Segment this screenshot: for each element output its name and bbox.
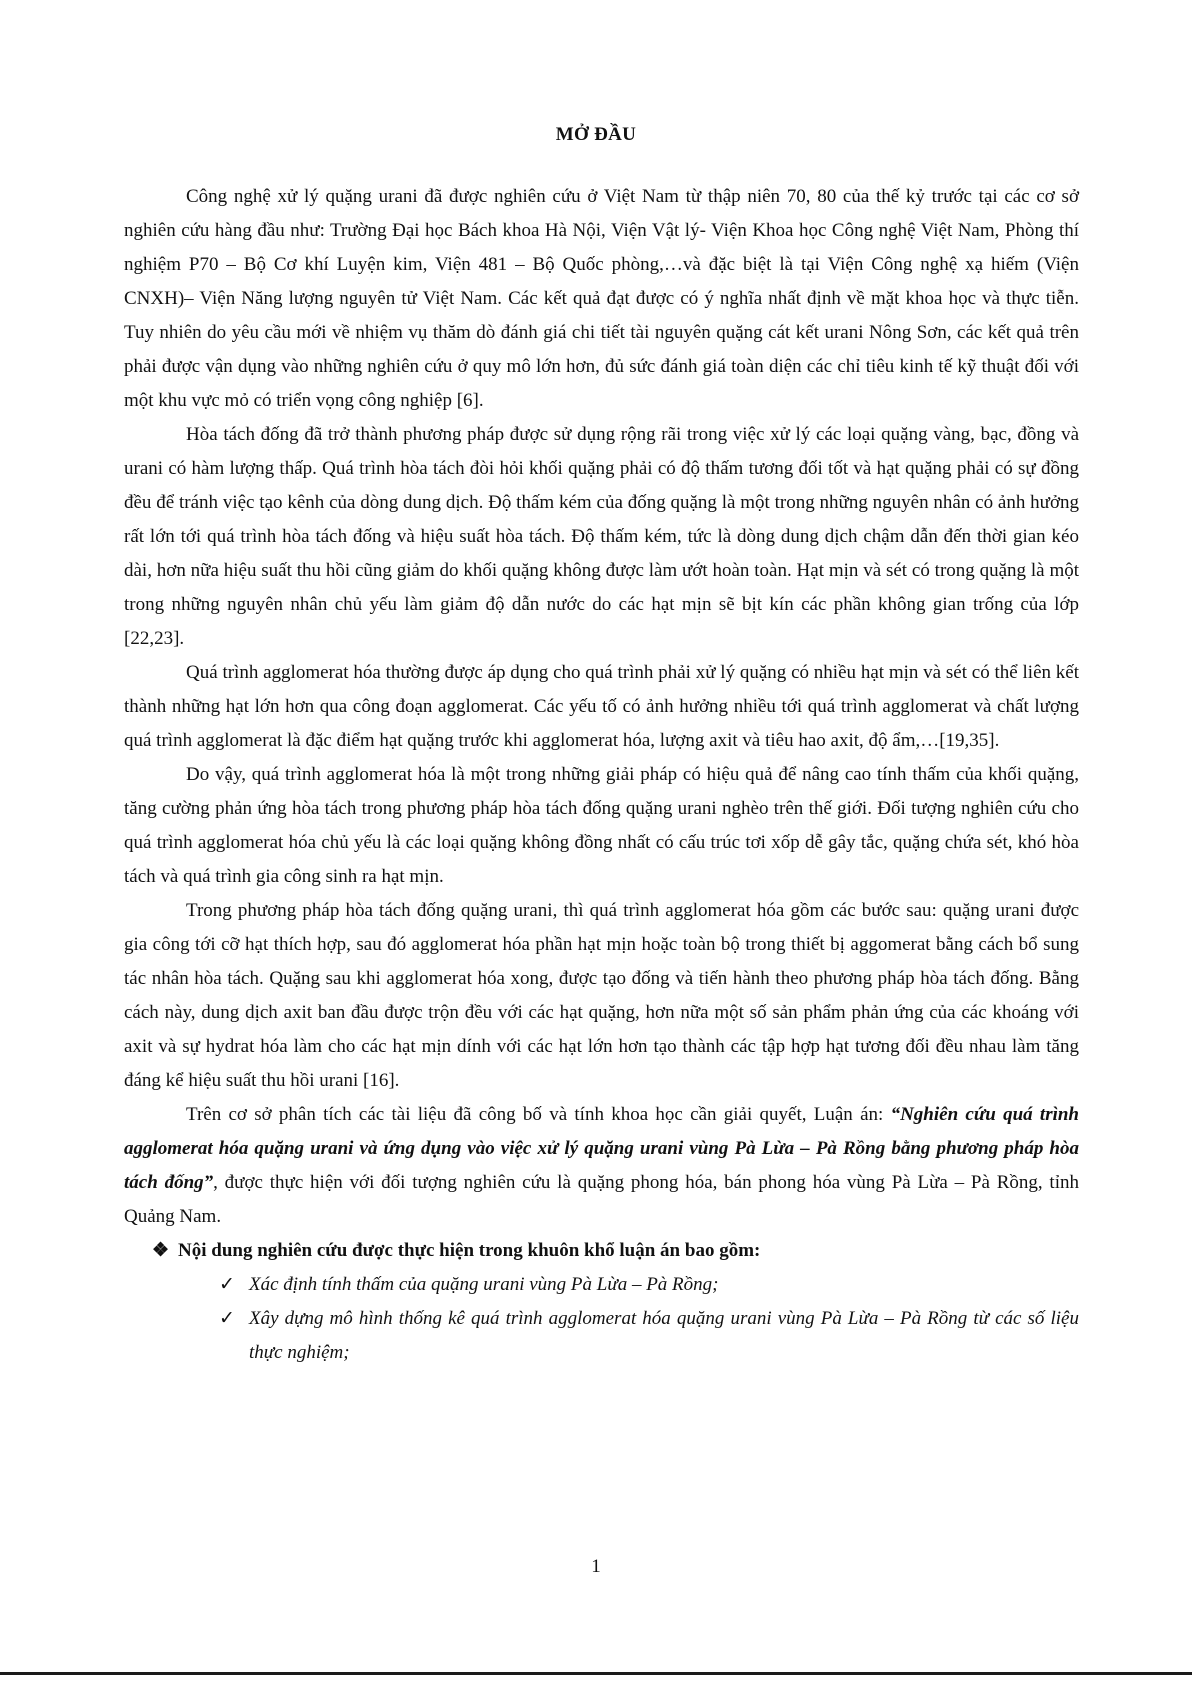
list-item-text: Xây dựng mô hình thống kê quá trình agglomerat hóa quặng urani vùng Pà Lừa – Pà Rồng từ các số liệu thực nghiệm; bbox=[249, 1308, 1079, 1363]
diamond-bullet-icon: ❖ bbox=[152, 1240, 170, 1261]
content-heading-text: Nội dung nghiên cứu được thực hiện trong khuôn khổ luận án bao gồm: bbox=[178, 1240, 761, 1261]
document-body bbox=[124, 180, 1079, 1370]
thesis-title: “Nghiên cứu quá trình agglomerat hóa quặng urani và ứng dụng vào việc xử lý quặng urani vùng Pà Lừa – Pà Rồng bằng phương pháp hòa tách đống” bbox=[124, 1104, 1079, 1193]
check-icon: ✓ bbox=[219, 1308, 235, 1329]
list-item bbox=[219, 1268, 1079, 1302]
paragraph-1: Công nghệ xử lý quặng urani đã được nghiên cứu ở Việt Nam từ thập niên 70, 80 của thế kỷ trước tại các cơ sở nghiên cứu hàng đầu như: Trường Đại học Bách khoa Hà Nội, Viện Vật lý- Viện Khoa học Công nghệ Việt Nam, Phòng thí nghiệm P70 – Bộ Cơ khí Luyện kim, Viện 481 – Bộ Quốc phòng,…và đặc biệt là tại Viện Công nghệ xạ hiếm (Viện CNXH)– Viện Năng lượng nguyên tử Việt Nam. Các kết quả đạt được có ý nghĩa nhất định về mặt khoa học và thực tiễn. Tuy nhiên do yêu cầu mới về nhiệm vụ thăm dò đánh giá chi tiết tài nguyên quặng cát kết urani Nông Sơn, các kết quả trên phải được vận dụng vào những nghiên cứu ở quy mô lớn hơn, đủ sức đánh giá toàn diện các chỉ tiêu kinh tế kỹ thuật đối với một khu vực mỏ có triển vọng công nghiệp [6]. bbox=[124, 186, 1079, 411]
check-icon: ✓ bbox=[219, 1274, 235, 1295]
content-list bbox=[124, 1268, 1079, 1370]
list-item bbox=[219, 1302, 1079, 1370]
thesis-prefix: Trên cơ sở phân tích các tài liệu đã công bố và tính khoa học cần giải quyết, Luận án: bbox=[186, 1104, 891, 1125]
page-number: 1 bbox=[591, 1556, 601, 1577]
content-heading bbox=[124, 1234, 1079, 1268]
paragraph-4: Do vậy, quá trình agglomerat hóa là một trong những giải pháp có hiệu quả để nâng cao tính thấm của khối quặng, tăng cường phản ứng hòa tách trong phương pháp hòa tách đống quặng urani nghèo trên thế giới. Đối tượng nghiên cứu cho quá trình agglomerat hóa chủ yếu là các loại quặng không đồng nhất có cấu trúc tơi xốp dễ gây tắc, quặng chứa sét, khó hòa tách và quá trình gia công sinh ra hạt mịn. bbox=[124, 764, 1079, 887]
paragraph-5: Trong phương pháp hòa tách đống quặng urani, thì quá trình agglomerat hóa gồm các bước sau: quặng urani được gia công tới cỡ hạt thích hợp, sau đó agglomerat hóa phần hạt mịn hoặc toàn bộ trong thiết bị aggomerat bằng cách bổ sung tác nhân hòa tách. Quặng sau khi agglomerat hóa xong, được tạo đống và tiến hành theo phương pháp hòa tách đống. Bằng cách này, dung dịch axit ban đầu được trộn đều với các hạt quặng, hơn nữa một số sản phẩm phản ứng của các khoáng với axit và sự hydrat hóa làm cho các hạt mịn dính với các hạt lớn hơn tạo thành các tập hợp hạt tương đối đều nhau làm tăng đáng kể hiệu suất thu hồi urani [16]. bbox=[124, 900, 1079, 1091]
thesis-suffix: , được thực hiện với đối tượng nghiên cứu là quặng phong hóa, bán phong hóa vùng Pà Lừa – Pà Rồng, tỉnh Quảng Nam. bbox=[124, 1172, 1079, 1227]
page-title: MỞ ĐẦU bbox=[555, 124, 637, 145]
list-item-text: Xác định tính thấm của quặng urani vùng Pà Lừa – Pà Rồng; bbox=[249, 1274, 719, 1295]
bottom-border bbox=[0, 1672, 1192, 1675]
paragraph-2: Hòa tách đống đã trở thành phương pháp được sử dụng rộng rãi trong việc xử lý các loại quặng vàng, bạc, đồng và urani có hàm lượng thấp. Quá trình hòa tách đòi hỏi khối quặng phải có độ thấm tương đối tốt và hạt quặng phải có sự đồng đều để tránh việc tạo kênh của dòng dung dịch. Độ thấm kém của đống quặng là một trong những nguyên nhân có ảnh hưởng rất lớn tới quá trình hòa tách đống và hiệu suất hòa tách. Độ thấm kém, tức là dòng dung dịch chậm dẫn đến thời gian kéo dài, hơn nữa hiệu suất thu hồi cũng giảm do khối quặng không được làm ướt hoàn toàn. Hạt mịn và sét có trong quặng là một trong những nguyên nhân chủ yếu làm giảm độ dẫn nước do các hạt mịn sẽ bịt kín các phần không gian trống của lớp [22,23]. bbox=[124, 424, 1079, 649]
thesis-paragraph bbox=[124, 1098, 1079, 1234]
paragraph-3: Quá trình agglomerat hóa thường được áp dụng cho quá trình phải xử lý quặng có nhiều hạt mịn và sét có thể liên kết thành những hạt lớn hơn qua công đoạn agglomerat. Các yếu tố có ảnh hưởng nhiều tới quá trình agglomerat và chất lượng quá trình agglomerat là đặc điểm hạt quặng trước khi agglomerat hóa, lượng axit và tiêu hao axit, độ ẩm,…[19,35]. bbox=[124, 662, 1079, 751]
